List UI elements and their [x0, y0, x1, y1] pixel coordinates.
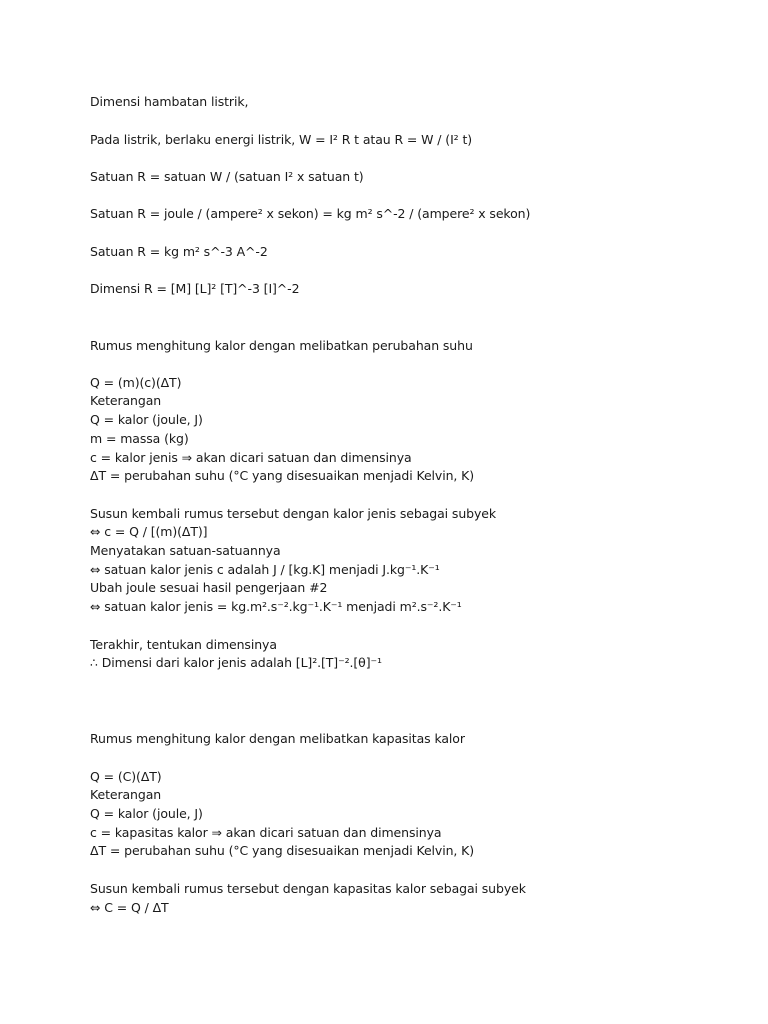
text-line-m-massa: m = massa (kg) [90, 431, 189, 446]
text-line-kalor-suhu-heading: Rumus menghitung kalor dengan melibatkan perubahan suhu [90, 338, 473, 353]
text-line-delta-t-1: ΔT = perubahan suhu (°C yang disesuaikan menjadi Kelvin, K) [90, 468, 475, 483]
text-line-q-kalor-1: Q = kalor (joule, J) [90, 412, 203, 427]
text-line-menyatakan-satuan: Menyatakan satuan-satuannya [90, 543, 281, 558]
text-line-formula-q-ct: Q = (C)(ΔT) [90, 769, 162, 784]
text-line-terakhir: Terakhir, tentukan dimensinya [90, 637, 277, 652]
text-line-satuan-kalor-jenis-2: ⇔ satuan kalor jenis = kg.m².s⁻².kg⁻¹.K⁻¹ menjadi m².s⁻².K⁻¹ [90, 599, 462, 614]
text-line-satuan-r-1: Satuan R = satuan W / (satuan I² x satuan t) [90, 169, 364, 184]
text-line-satuan-r-3: Satuan R = kg m² s^-3 A^-2 [90, 244, 268, 259]
text-line-dimensi-kalor-jenis: ∴ Dimensi dari kalor jenis adalah [L]².[T]⁻².[θ]⁻¹ [90, 655, 382, 670]
text-line-delta-t-2: ΔT = perubahan suhu (°C yang disesuaikan menjadi Kelvin, K) [90, 843, 475, 858]
text-line-satuan-kalor-jenis-1: ⇔ satuan kalor jenis c adalah J / [kg.K] menjadi J.kg⁻¹.K⁻¹ [90, 562, 440, 577]
text-line-satuan-r-2: Satuan R = joule / (ampere² x sekon) = kg m² s^-2 / (ampere² x sekon) [90, 206, 531, 221]
text-line-ubah-joule: Ubah joule sesuai hasil pengerjaan #2 [90, 580, 328, 595]
text-line-susun-kapasitas: Susun kembali rumus tersebut dengan kapasitas kalor sebagai subyek [90, 881, 526, 896]
text-line-hambatan-title: Dimensi hambatan listrik, [90, 94, 249, 109]
text-line-susun-kalor-jenis: Susun kembali rumus tersebut dengan kalor jenis sebagai subyek [90, 506, 497, 521]
text-line-c-kapasitas: c = kapasitas kalor ⇒ akan dicari satuan dan dimensinya [90, 825, 442, 840]
text-line-dimensi-r: Dimensi R = [M] [L]² [T]^-3 [I]^-2 [90, 281, 300, 296]
text-line-energi-listrik: Pada listrik, berlaku energi listrik, W = I² R t atau R = W / (I² t) [90, 132, 473, 147]
text-line-c-kalor-jenis: c = kalor jenis ⇒ akan dicari satuan dan dimensinya [90, 450, 412, 465]
text-line-keterangan-2: Keterangan [90, 787, 162, 802]
text-line-q-kalor-2: Q = kalor (joule, J) [90, 806, 203, 821]
text-line-keterangan-1: Keterangan [90, 393, 162, 408]
text-line-c-equals-q-dt: ⇔ C = Q / ΔT [90, 900, 169, 915]
text-line-c-equals: ⇔ c = Q / [(m)(ΔT)] [90, 524, 208, 539]
text-line-kalor-kapasitas-heading: Rumus menghitung kalor dengan melibatkan kapasitas kalor [90, 731, 465, 746]
text-line-formula-q-mct: Q = (m)(c)(ΔT) [90, 375, 182, 390]
